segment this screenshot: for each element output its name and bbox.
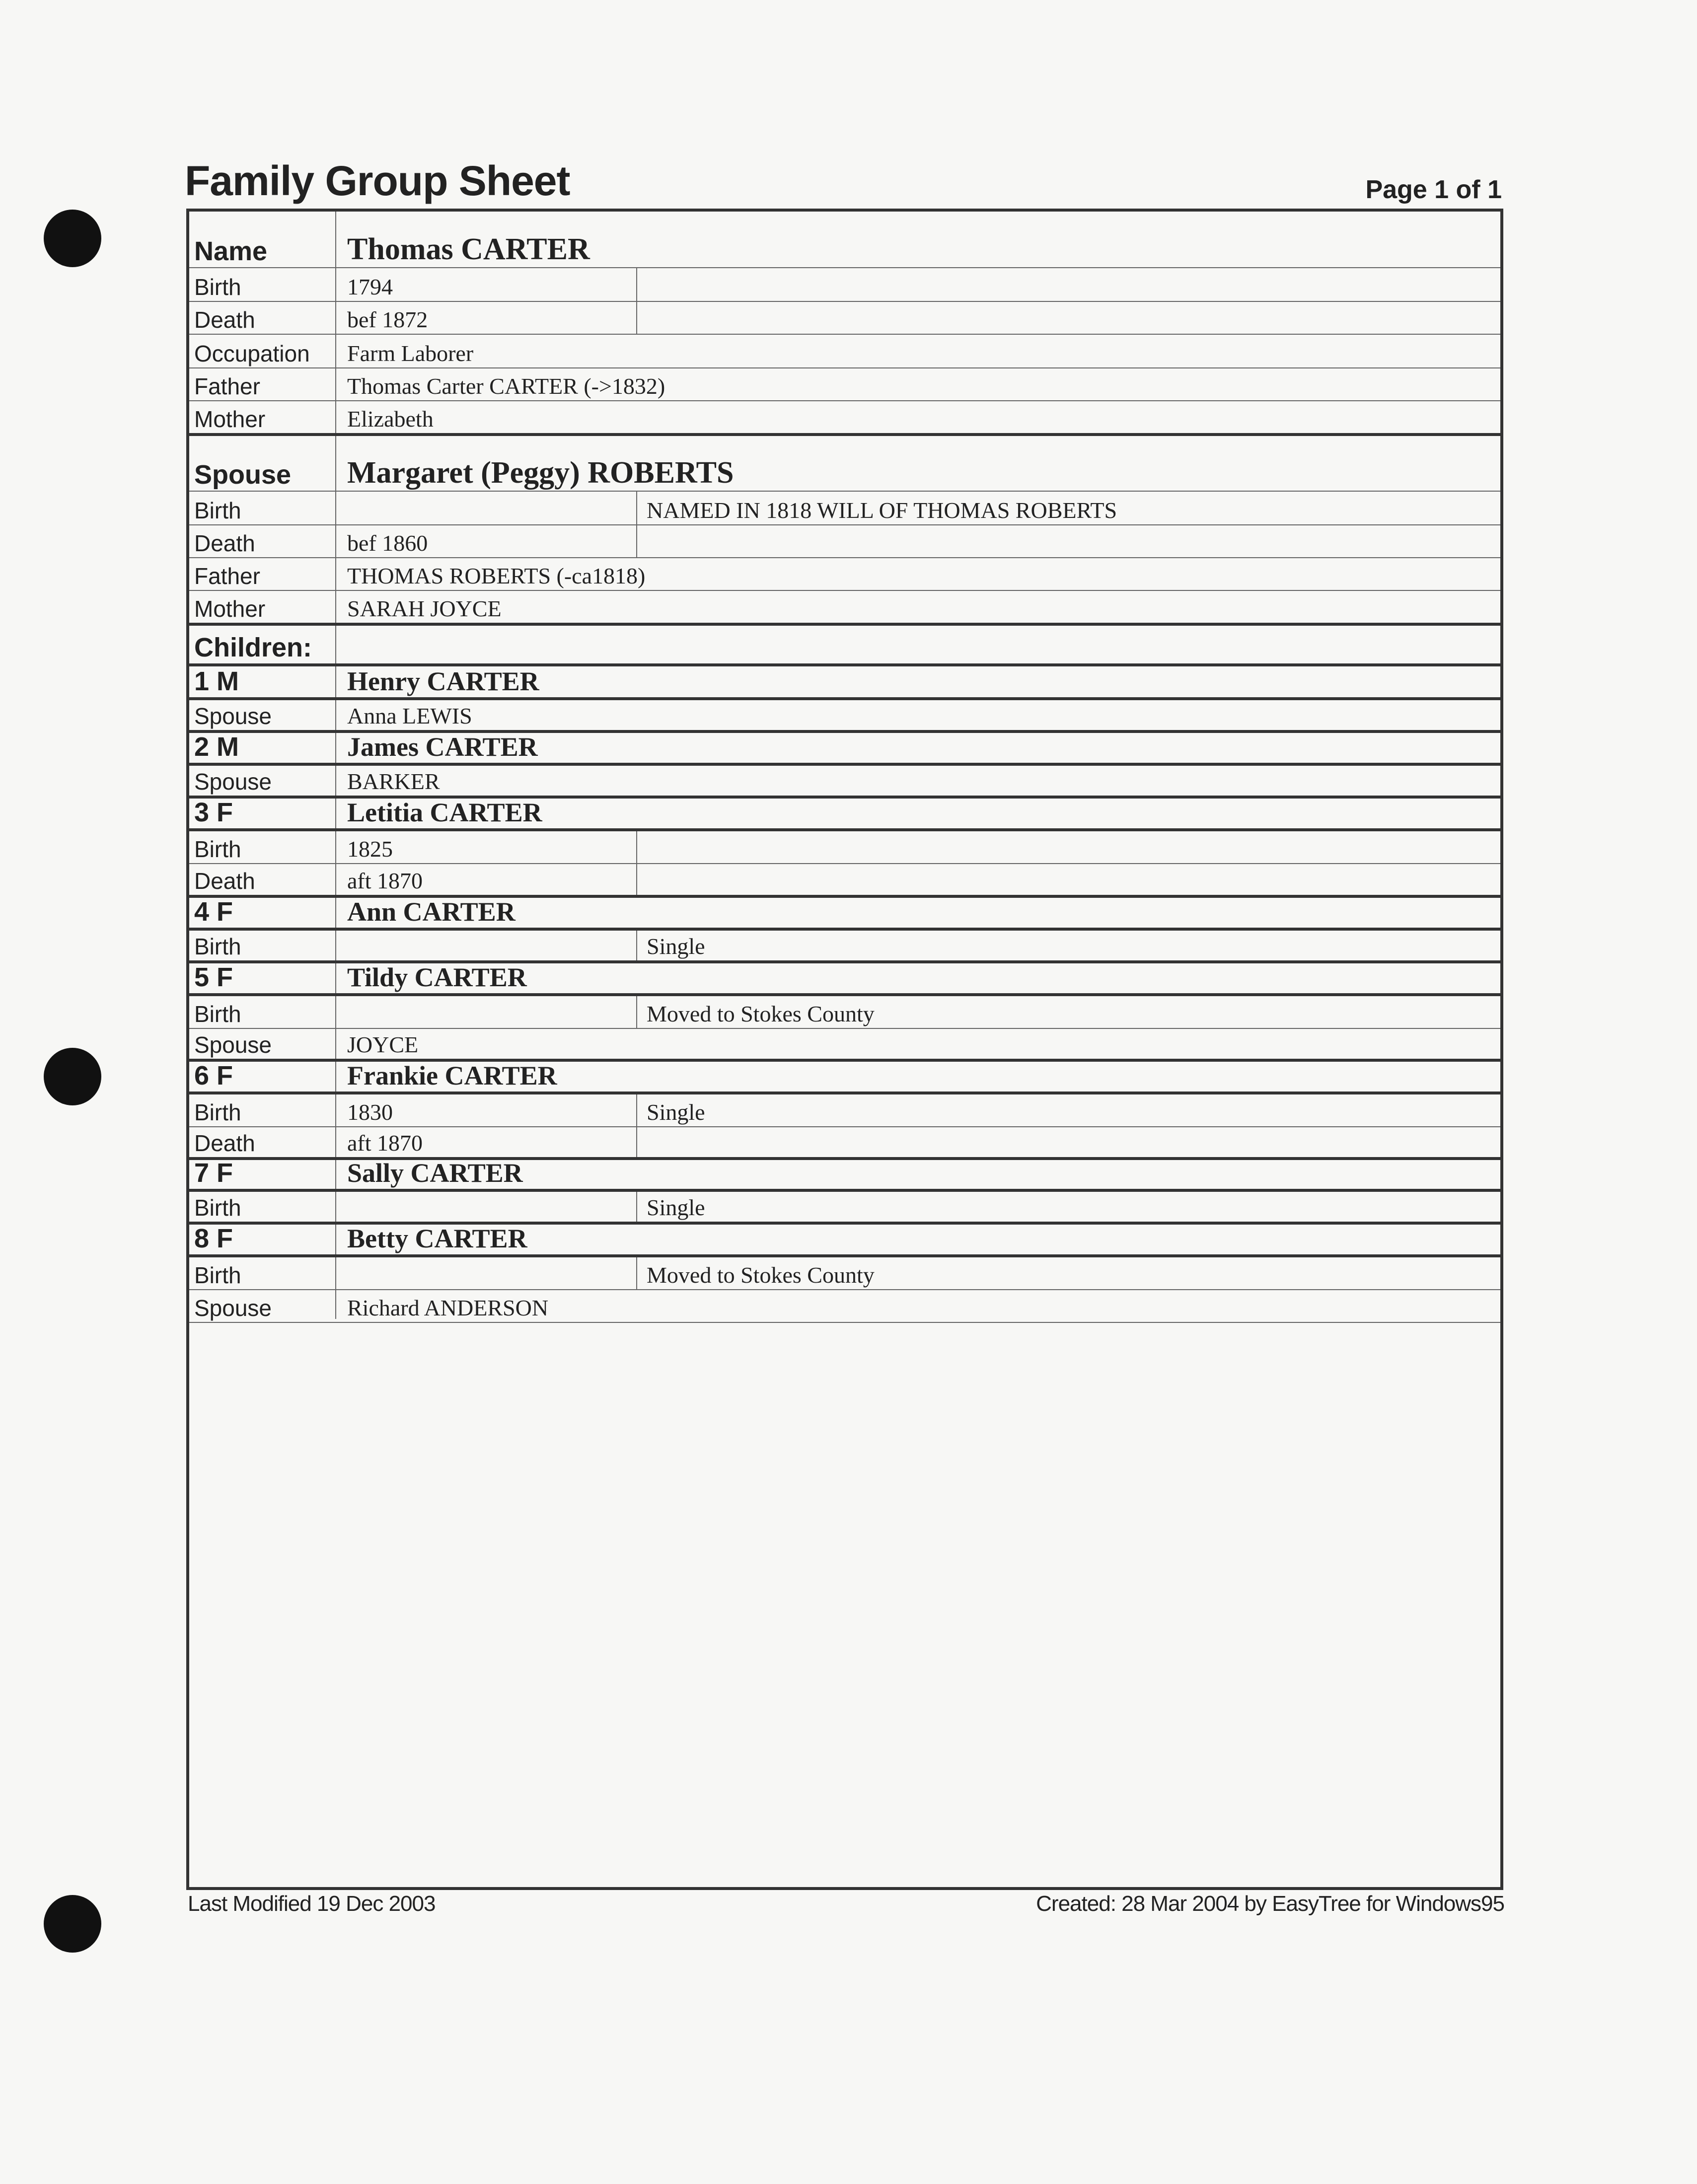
father-name: Thomas Carter CARTER (->1832) bbox=[347, 373, 665, 399]
birth-row bbox=[189, 268, 1500, 302]
child-death-row bbox=[189, 1127, 1500, 1160]
death-date: aft 1870 bbox=[347, 868, 423, 894]
children-label: Children: bbox=[194, 632, 312, 662]
father-name: THOMAS ROBERTS (-ca1818) bbox=[347, 563, 646, 589]
spouse-label: Spouse bbox=[194, 1032, 272, 1058]
occupation-label: Occupation bbox=[194, 341, 310, 367]
birth-note: Single bbox=[647, 1099, 705, 1125]
birth-label: Birth bbox=[194, 498, 241, 524]
child-birth-row bbox=[189, 831, 1500, 864]
child-name-row bbox=[189, 666, 1500, 700]
name-row bbox=[189, 212, 1500, 268]
children-header-row bbox=[189, 626, 1500, 666]
spouse-label: Spouse bbox=[194, 769, 272, 795]
binder-hole-bottom bbox=[44, 1895, 101, 1953]
death-label: Death bbox=[194, 307, 255, 333]
father-label: Father bbox=[194, 563, 260, 589]
last-modified: Last Modified 19 Dec 2003 bbox=[188, 1892, 436, 1916]
birth-note: Moved to Stokes County bbox=[647, 1001, 875, 1027]
birth-label: Birth bbox=[194, 836, 241, 863]
child-name-row bbox=[189, 1062, 1500, 1094]
child-name: Letitia CARTER bbox=[347, 797, 542, 827]
birth-note: Moved to Stokes County bbox=[647, 1262, 875, 1288]
child-id: 3 F bbox=[194, 797, 233, 827]
child-name-row bbox=[189, 898, 1500, 931]
child-birth-row bbox=[189, 931, 1500, 963]
child-spouse-row bbox=[189, 1029, 1500, 1062]
mother-label: Mother bbox=[194, 406, 266, 433]
child-name-row bbox=[189, 963, 1500, 996]
birth-note: Single bbox=[647, 1195, 705, 1221]
birth-label: Birth bbox=[194, 274, 241, 300]
death-label: Death bbox=[194, 530, 255, 557]
death-row bbox=[189, 302, 1500, 335]
birth-note: Single bbox=[647, 934, 705, 959]
child-id: 1 M bbox=[194, 666, 239, 696]
child-name-row bbox=[189, 733, 1500, 766]
child-id: 4 F bbox=[194, 896, 233, 927]
child-birth-row bbox=[189, 996, 1500, 1029]
child-spouse-row bbox=[189, 700, 1500, 733]
child-name: James CARTER bbox=[347, 731, 538, 762]
spouse-death-row bbox=[189, 525, 1500, 558]
page-title: Family Group Sheet bbox=[185, 157, 570, 204]
death-date: bef 1872 bbox=[347, 307, 428, 333]
spouse-father-row bbox=[189, 558, 1500, 591]
child-birth-row bbox=[189, 1094, 1500, 1127]
birth-note: NAMED IN 1818 WILL OF THOMAS ROBERTS bbox=[647, 498, 1117, 523]
birth-label: Birth bbox=[194, 934, 241, 960]
birth-date: 1825 bbox=[347, 836, 393, 862]
father-label: Father bbox=[194, 373, 260, 400]
death-date: bef 1860 bbox=[347, 530, 428, 556]
spouse-label: Spouse bbox=[194, 1295, 272, 1321]
child-name: Henry CARTER bbox=[347, 666, 539, 696]
family-group-table bbox=[186, 209, 1503, 1890]
spouse-name: Margaret (Peggy) ROBERTS bbox=[347, 455, 734, 490]
child-death-row bbox=[189, 864, 1500, 898]
mother-label: Mother bbox=[194, 596, 266, 622]
occupation-row bbox=[189, 335, 1500, 368]
child-name-row bbox=[189, 1225, 1500, 1257]
child-spouse-name: JOYCE bbox=[347, 1032, 419, 1058]
birth-label: Birth bbox=[194, 1262, 241, 1289]
child-name: Sally CARTER bbox=[347, 1158, 523, 1188]
child-name: Tildy CARTER bbox=[347, 962, 527, 992]
birth-label: Birth bbox=[194, 1099, 241, 1126]
birth-label: Birth bbox=[194, 1001, 241, 1027]
spouse-label: Spouse bbox=[194, 459, 292, 490]
child-id: 6 F bbox=[194, 1060, 233, 1091]
created-credit: Created: 28 Mar 2004 by EasyTree for Windows95 bbox=[1036, 1892, 1504, 1916]
spouse-mother-row bbox=[189, 591, 1500, 626]
father-row bbox=[189, 368, 1500, 401]
child-name: Frankie CARTER bbox=[347, 1060, 557, 1091]
spouse-label: Spouse bbox=[194, 703, 272, 729]
binder-hole-top bbox=[44, 210, 101, 267]
death-date: aft 1870 bbox=[347, 1130, 423, 1156]
occupation-value: Farm Laborer bbox=[347, 341, 474, 366]
birth-date: 1794 bbox=[347, 274, 393, 300]
child-name-row bbox=[189, 799, 1500, 831]
mother-name: Elizabeth bbox=[347, 406, 434, 432]
child-spouse-name: Richard ANDERSON bbox=[347, 1295, 549, 1321]
mother-name: SARAH JOYCE bbox=[347, 596, 502, 622]
child-id: 2 M bbox=[194, 731, 239, 762]
death-label: Death bbox=[194, 1130, 255, 1157]
spouse-row bbox=[189, 436, 1500, 492]
child-spouse-name: BARKER bbox=[347, 769, 440, 795]
mother-row bbox=[189, 401, 1500, 436]
child-birth-row bbox=[189, 1257, 1500, 1290]
child-id: 5 F bbox=[194, 962, 233, 992]
birth-label: Birth bbox=[194, 1195, 241, 1221]
child-spouse-name: Anna LEWIS bbox=[347, 703, 472, 729]
page-number: Page 1 of 1 bbox=[1365, 175, 1502, 204]
child-spouse-row bbox=[189, 766, 1500, 799]
child-name-row bbox=[189, 1160, 1500, 1192]
binder-hole-middle bbox=[44, 1048, 101, 1105]
child-name: Betty CARTER bbox=[347, 1223, 527, 1253]
death-label: Death bbox=[194, 868, 255, 894]
child-id: 8 F bbox=[194, 1223, 233, 1253]
child-birth-row bbox=[189, 1192, 1500, 1225]
person-name: Thomas CARTER bbox=[347, 232, 590, 266]
birth-date: 1830 bbox=[347, 1099, 393, 1125]
spouse-birth-row bbox=[189, 492, 1500, 525]
child-spouse-row bbox=[189, 1290, 1500, 1323]
child-id: 7 F bbox=[194, 1158, 233, 1188]
name-label: Name bbox=[194, 236, 268, 266]
child-name: Ann CARTER bbox=[347, 896, 516, 927]
